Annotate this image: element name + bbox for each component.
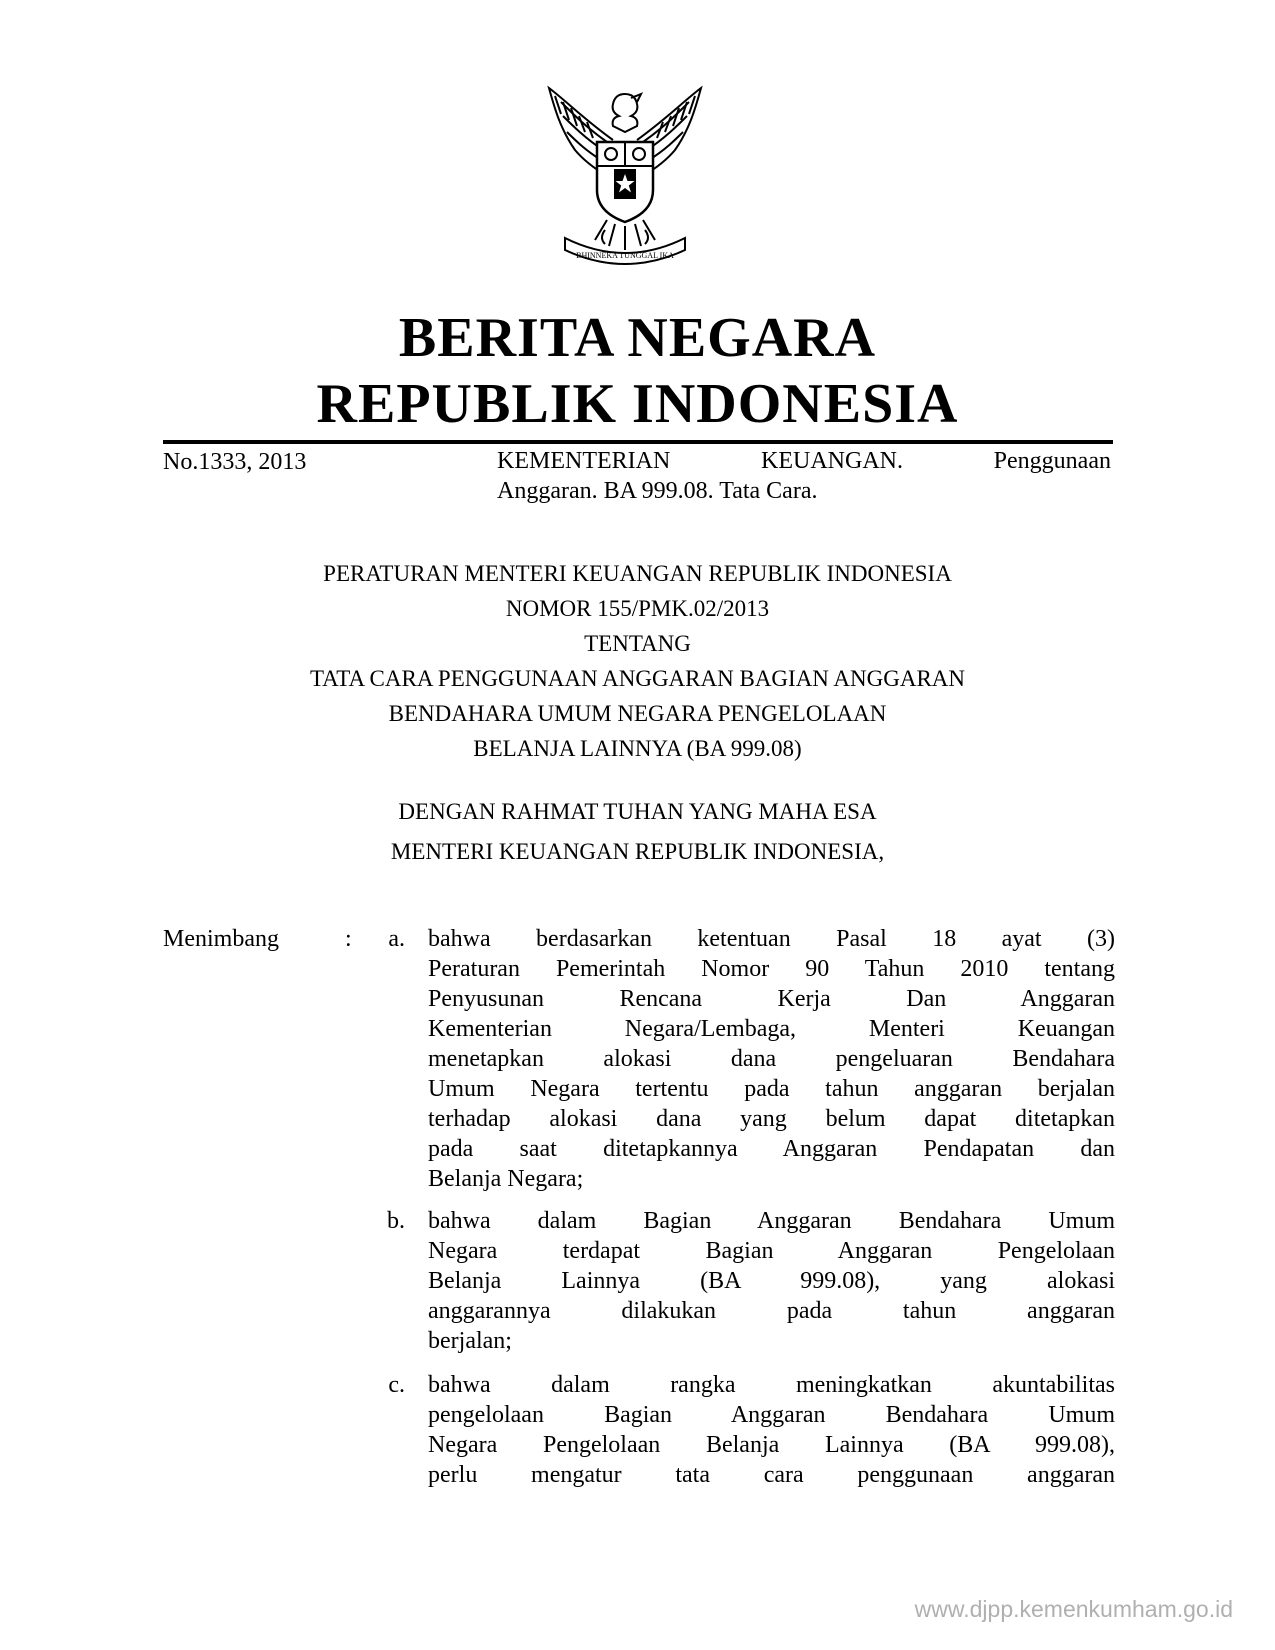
motto-ribbon-text: BHINNEKA TUNGGAL IKA bbox=[576, 251, 674, 260]
item-line: pengelolaan Bagian Anggaran Bendahara Umum bbox=[428, 1402, 1115, 1428]
item-line: Penyusunan Rencana Kerja Dan Anggaran bbox=[428, 986, 1115, 1012]
item-text bbox=[428, 1370, 1115, 1490]
regulation-line: PERATURAN MENTERI KEUANGAN REPUBLIK INDONESIA bbox=[323, 561, 952, 586]
gazette-subject-line1: KEMENTERIAN KEUANGAN. Penggunaan bbox=[497, 448, 1111, 474]
gazette-number: No.1333, 2013 bbox=[163, 449, 307, 475]
item-marker: a. bbox=[388, 926, 405, 952]
garuda-emblem-icon bbox=[535, 80, 715, 275]
source-watermark: www.djpp.kemenkumham.go.id bbox=[914, 1596, 1233, 1622]
item-line: Kementerian Negara/Lembaga, Menteri Keuangan bbox=[428, 1016, 1115, 1042]
item-line: berjalan; bbox=[428, 1328, 512, 1354]
item-line: bahwa dalam rangka meningkatkan akuntabilitas bbox=[428, 1372, 1115, 1398]
item-line: menetapkan alokasi dana pengeluaran Bendahara bbox=[428, 1046, 1115, 1072]
item-line: Belanja Negara; bbox=[428, 1166, 584, 1192]
item-marker: b. bbox=[387, 1208, 405, 1234]
preamble-heading bbox=[0, 792, 1275, 872]
item-line: pada saat ditetapkannya Anggaran Pendapatan dan bbox=[428, 1136, 1115, 1162]
page-title-line1: BERITA NEGARA bbox=[398, 307, 877, 369]
item-line: Peraturan Pemerintah Nomor 90 Tahun 2010 tentang bbox=[428, 956, 1115, 982]
gazette-subject bbox=[497, 446, 1111, 506]
item-line: Umum Negara tertentu pada tahun anggaran berjalan bbox=[428, 1076, 1115, 1102]
item-line: bahwa berdasarkan ketentuan Pasal 18 ayat (3) bbox=[428, 926, 1115, 952]
item-text bbox=[428, 924, 1115, 1194]
item-line: bahwa dalam Bagian Anggaran Bendahara Umum bbox=[428, 1208, 1115, 1234]
considering-label: Menimbang bbox=[163, 926, 279, 952]
preamble-line: DENGAN RAHMAT TUHAN YANG MAHA ESA bbox=[398, 799, 877, 824]
regulation-line: BELANJA LAINNYA (BA 999.08) bbox=[473, 736, 802, 761]
item-line: Negara terdapat Bagian Anggaran Pengelolaan bbox=[428, 1238, 1115, 1264]
title-divider bbox=[163, 440, 1113, 444]
item-line: anggarannya dilakukan pada tahun anggaran bbox=[428, 1298, 1115, 1324]
item-line: terhadap alokasi dana yang belum dapat ditetapkan bbox=[428, 1106, 1115, 1132]
regulation-line: TENTANG bbox=[584, 631, 691, 656]
considering-colon: : bbox=[345, 926, 352, 952]
item-line: Belanja Lainnya (BA 999.08), yang alokasi bbox=[428, 1268, 1115, 1294]
regulation-line: BENDAHARA UMUM NEGARA PENGELOLAAN bbox=[388, 701, 887, 726]
item-line: Negara Pengelolaan Belanja Lainnya (BA 999.08), bbox=[428, 1432, 1115, 1458]
item-text bbox=[428, 1206, 1115, 1356]
page-title-line2: REPUBLIK INDONESIA bbox=[316, 373, 959, 435]
gazette-subject-line2: Anggaran. BA 999.08. Tata Cara. bbox=[497, 478, 818, 504]
regulation-line: TATA CARA PENGGUNAAN ANGGARAN BAGIAN ANGGARAN bbox=[309, 666, 966, 691]
item-marker: c. bbox=[388, 1372, 405, 1398]
item-line: perlu mengatur tata cara penggunaan anggaran bbox=[428, 1462, 1115, 1488]
regulation-heading bbox=[0, 556, 1275, 766]
regulation-number: NOMOR 155/PMK.02/2013 bbox=[505, 596, 770, 621]
preamble-line: MENTERI KEUANGAN REPUBLIK INDONESIA, bbox=[390, 839, 885, 864]
